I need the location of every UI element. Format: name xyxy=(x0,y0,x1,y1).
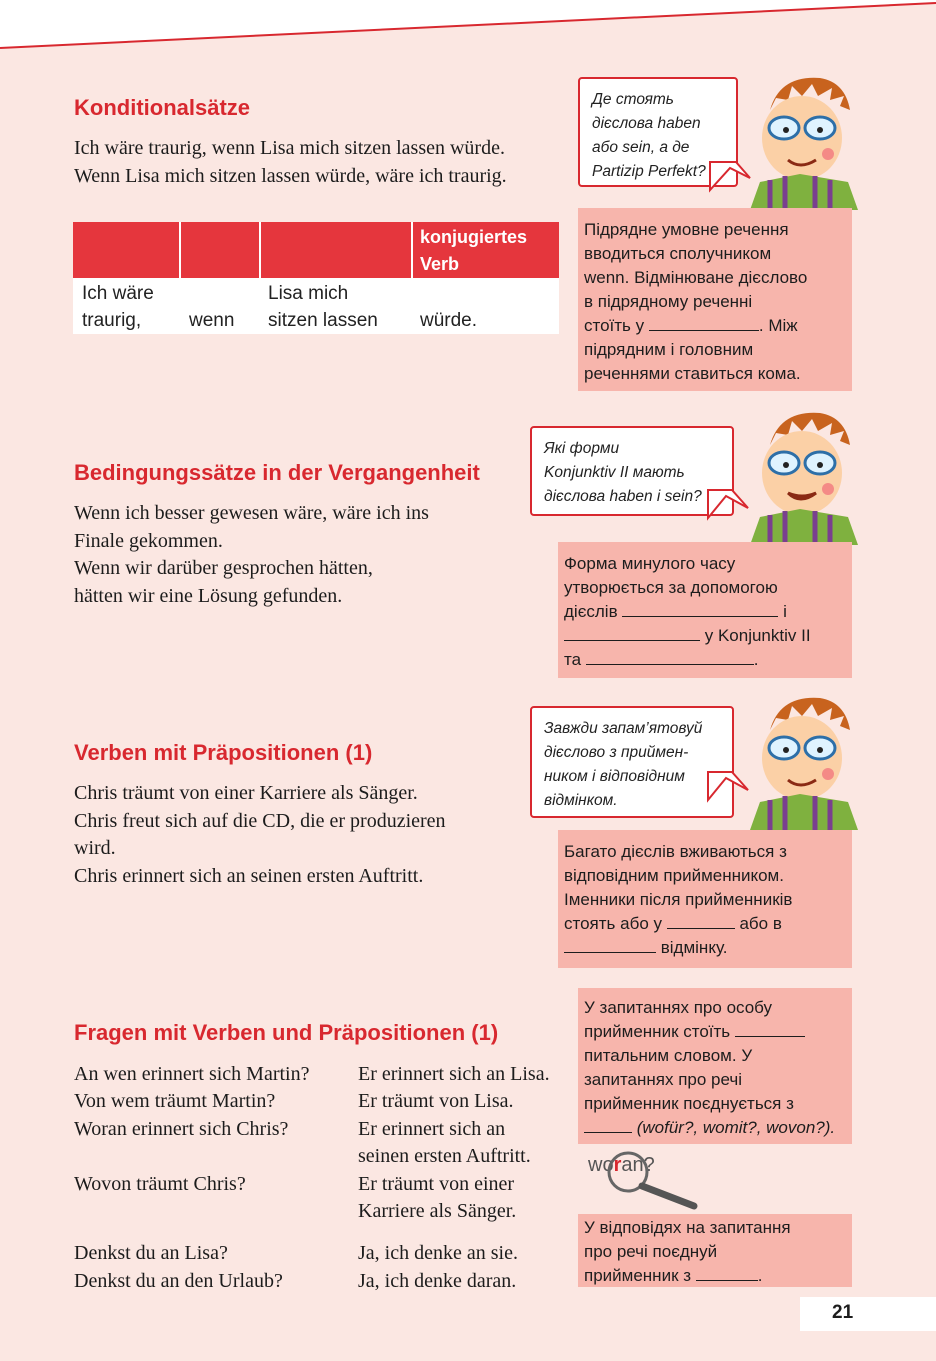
bubble-line: відмінком. xyxy=(544,792,618,809)
example-line: Wenn Lisa mich sitzen lassen würde, wäre ich traurig. xyxy=(74,164,507,187)
woran-part: wo xyxy=(588,1154,614,1176)
fill-blank xyxy=(622,601,778,617)
student-character-icon xyxy=(740,405,858,545)
header-line: Verb xyxy=(420,254,460,274)
bubble-line: дієслово з приймен- xyxy=(544,744,689,761)
question: Wovon träumt Chris? xyxy=(74,1173,246,1195)
fill-blank xyxy=(564,625,700,641)
heading-fragen: Fragen mit Verben und Präpositionen (1) xyxy=(74,1020,499,1045)
example-line: wird. xyxy=(74,837,116,859)
fill-blank xyxy=(586,649,754,665)
cell-line: traurig, xyxy=(82,310,142,331)
box-line: підрядним і головним xyxy=(584,340,754,359)
box-text: прийменник стоїть xyxy=(584,1022,731,1041)
page-number xyxy=(800,1297,936,1331)
example-line: hätten wir eine Lösung gefunden. xyxy=(74,584,343,607)
box-text: та xyxy=(564,650,582,669)
box-text: дієслів xyxy=(564,602,618,621)
praep-examples xyxy=(74,780,446,890)
box-line: в підрядному реченні xyxy=(584,292,753,311)
box-text: і xyxy=(783,602,787,621)
box-line xyxy=(584,1020,805,1044)
bubble-line: або sein, а де xyxy=(592,139,690,156)
cell-line: Ich wäre xyxy=(82,283,154,304)
top-rule xyxy=(0,0,936,60)
konditional-examples xyxy=(74,135,507,190)
example-line: Wenn wir darüber gesprochen hätten, xyxy=(74,557,373,579)
box-line: Форма минулого часу xyxy=(564,554,736,573)
header-divider xyxy=(411,222,413,278)
answer: Ja, ich denke an sie. xyxy=(358,1242,518,1264)
cell-line: Lisa mich xyxy=(268,283,349,304)
box-line: вводиться сполучником xyxy=(584,244,772,263)
heading-konditionalsaetze: Konditionalsätze xyxy=(74,95,251,120)
question: Denkst du an Lisa? xyxy=(74,1242,228,1264)
table-header-verb xyxy=(420,224,527,278)
box-line: запитаннях про речі xyxy=(584,1070,743,1089)
box-text: . Між xyxy=(758,316,798,335)
bubble-line: дієслова haben xyxy=(592,115,701,132)
info-box-fragen xyxy=(578,988,852,1144)
example-line: Chris erinnert sich an seinen ersten Auftritt. xyxy=(74,864,424,887)
box-text: прийменник з xyxy=(584,1266,692,1285)
box-line: утворюється за допомогою xyxy=(564,578,778,597)
box-line: Підрядне умовне речення xyxy=(584,220,789,239)
bubble-line: Де стоять xyxy=(592,91,674,108)
woran-part: r xyxy=(613,1154,622,1176)
example-line: Ich wäre traurig, wenn Lisa mich sitzen lassen würde. xyxy=(74,137,505,159)
box-line: реченнями ставиться кома. xyxy=(584,364,801,383)
box-line: відповідним прийменником. xyxy=(564,866,784,885)
box-line xyxy=(584,314,798,338)
box-line: прийменник поєднується з xyxy=(584,1094,794,1113)
answer: Ja, ich denke daran. xyxy=(358,1270,517,1292)
bubble-line: дієслова haben і sein? xyxy=(544,488,702,505)
box-text: відмінку. xyxy=(660,938,728,957)
table-cell-main-clause xyxy=(82,280,154,334)
example-line: Wenn ich besser gewesen wäre, wäre ich ins xyxy=(74,502,429,524)
info-box-vergangenheit xyxy=(558,542,852,678)
question: Denkst du an den Urlaub? xyxy=(74,1270,283,1292)
box-line: Іменники після прийменників xyxy=(564,890,793,909)
fill-blank xyxy=(667,913,735,929)
box-line xyxy=(584,1116,835,1140)
bubble-line: Завжди запам’ятовуй xyxy=(544,720,703,737)
question: Von wem träumt Martin? xyxy=(74,1090,276,1112)
cell-line: sitzen lassen xyxy=(268,310,378,331)
heading-bedingungssaetze: Bedingungssätze in der Vergangenheit xyxy=(74,460,480,485)
fill-blank xyxy=(735,1021,805,1037)
example-line: Finale gekommen. xyxy=(74,529,223,552)
fill-blank xyxy=(584,1117,632,1133)
bubble-line: ником і відповідним xyxy=(544,768,685,785)
box-line: wenn. Відмінюване дієслово xyxy=(584,268,808,287)
box-line: У запитаннях про особу xyxy=(584,998,773,1017)
box-text: . xyxy=(753,650,759,669)
fill-blank xyxy=(564,937,656,953)
answer: Er träumt von einer xyxy=(358,1173,515,1195)
box-line: питальним словом. У xyxy=(584,1046,753,1065)
box-line: Багато дієслів вживаються з xyxy=(564,842,787,861)
box-line xyxy=(564,648,759,672)
answer: Er träumt von Lisa. xyxy=(358,1090,514,1112)
box-line xyxy=(564,912,782,936)
box-text: або в xyxy=(739,914,782,933)
magnifier-icon xyxy=(600,1150,700,1212)
header-divider xyxy=(259,222,261,278)
woran-part: an? xyxy=(621,1154,655,1176)
answer: Er erinnert sich an xyxy=(358,1118,506,1140)
bubble-line: Konjunktiv II мають xyxy=(544,464,685,481)
table-cell-verb: würde. xyxy=(420,310,478,331)
box-text: у Konjunktiv II xyxy=(704,626,811,645)
answer: seinen ersten Auftritt. xyxy=(358,1145,531,1167)
bubble-line: Які форми xyxy=(544,440,620,457)
student-character-icon xyxy=(740,70,858,210)
table-cell-conjunction: wenn xyxy=(189,310,235,331)
student-character-icon xyxy=(740,690,858,830)
info-box-praep xyxy=(558,830,852,968)
vergangenheit-examples xyxy=(74,500,429,610)
info-box-antworten xyxy=(578,1214,852,1287)
answer: Er erinnert sich an Lisa. xyxy=(358,1063,550,1085)
word-order-table xyxy=(73,222,559,334)
fill-blank xyxy=(649,315,759,331)
box-text: (wofür?, womit?, wovon?). xyxy=(636,1118,836,1137)
box-text: стоїть у xyxy=(584,316,645,335)
bubble-line: Partizip Perfekt? xyxy=(592,163,706,180)
answer: Karriere als Sänger. xyxy=(358,1200,517,1222)
box-line xyxy=(564,600,787,624)
box-line: У відповідях на запитання xyxy=(584,1218,791,1237)
header-divider xyxy=(179,222,181,278)
box-line xyxy=(564,936,727,960)
info-box-konditional xyxy=(578,208,852,391)
box-text: . xyxy=(757,1266,763,1285)
example-line: Chris träumt von einer Karriere als Sänger. xyxy=(74,782,418,804)
box-line: про речі поєднуй xyxy=(584,1242,718,1261)
box-line xyxy=(564,624,811,648)
table-cell-subclause xyxy=(268,280,378,334)
question: Woran erinnert sich Chris? xyxy=(74,1118,289,1140)
fill-blank xyxy=(696,1265,758,1281)
heading-verben-praepositionen: Verben mit Präpositionen (1) xyxy=(74,740,373,765)
header-line: konjugiertes xyxy=(420,227,528,247)
example-line: Chris freut sich auf die CD, die er produzieren xyxy=(74,809,446,832)
question: An wen erinnert sich Martin? xyxy=(74,1063,310,1085)
page-number-text: 21 xyxy=(832,1302,854,1323)
box-line xyxy=(584,1264,763,1288)
box-text: стоять або у xyxy=(564,914,662,933)
